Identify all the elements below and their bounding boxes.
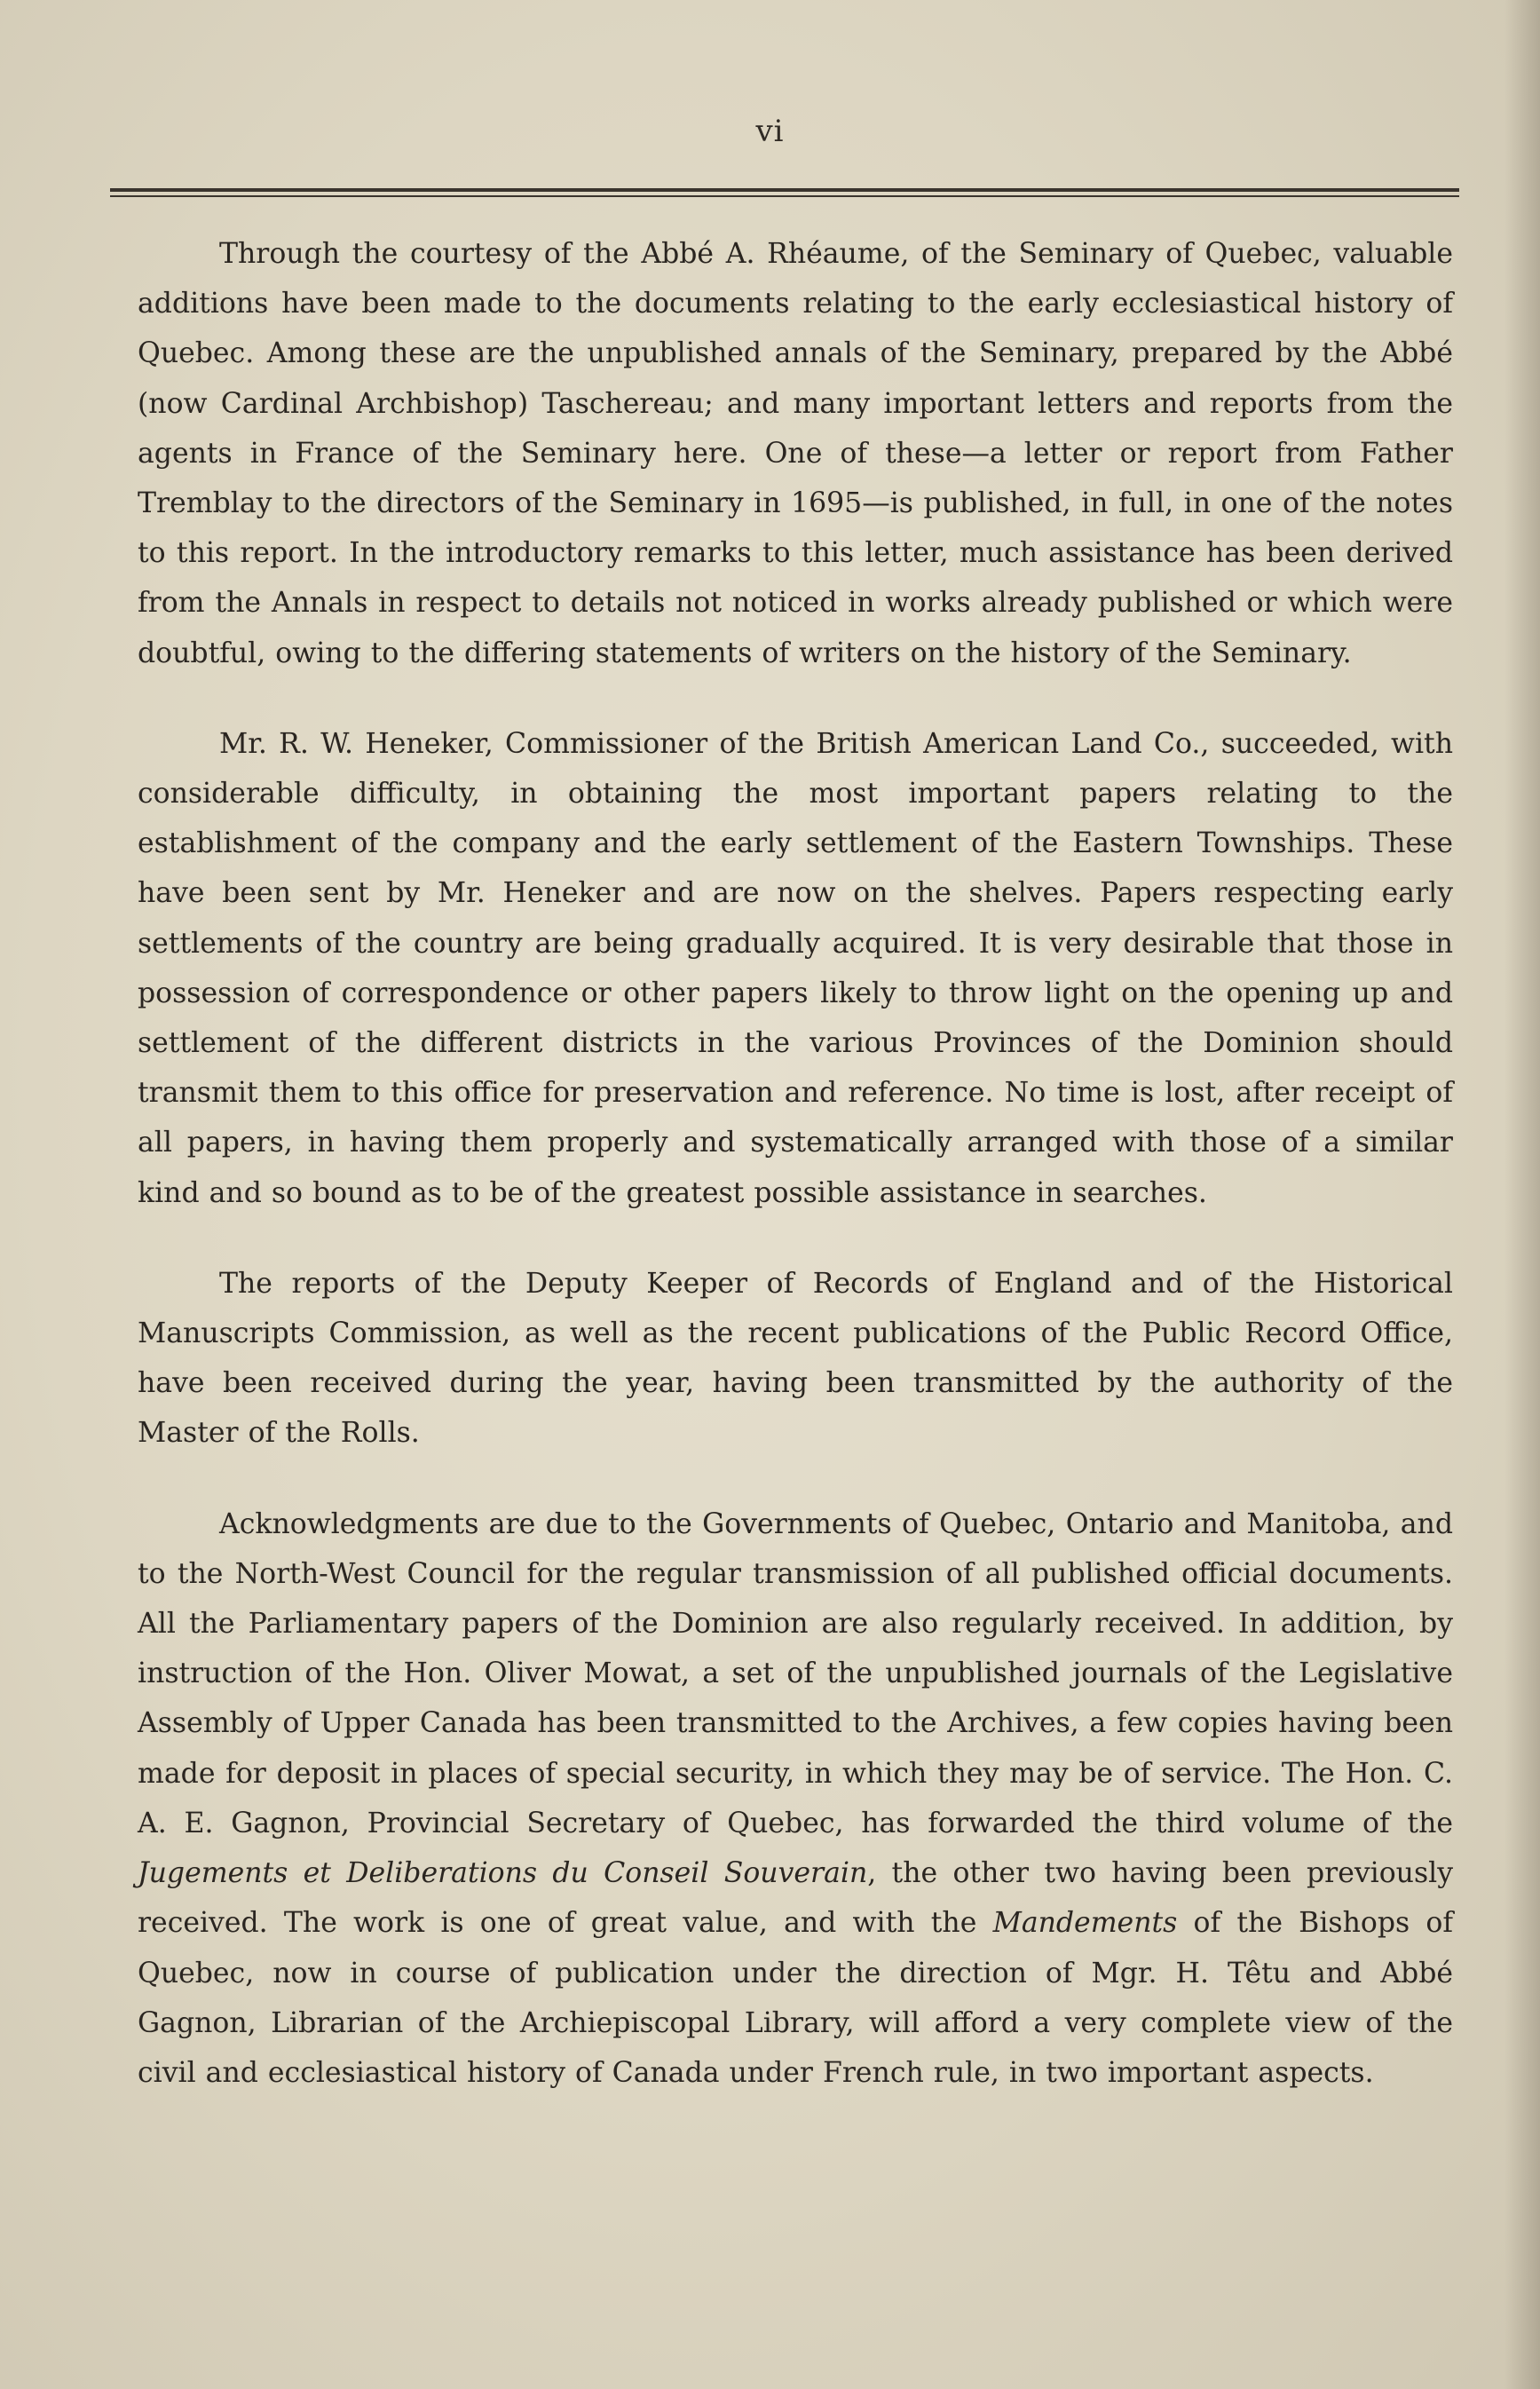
italic-title-jugements: Jugements et Deliberations du Conseil Souverain xyxy=(138,1857,868,1890)
header-rule-thin xyxy=(110,195,1459,197)
paragraph-text-segment: Acknowledgments are due to the Governments of Quebec, Ontario and Manitoba, and to the North-West Council for the regular transmission of all published official documents. All the Parliamentary papers of the Dominion are also regularly received. In addition, by instruction of the Hon. Oliver Mowat, a set of the unpublished journals of the Legislative Assembly of Upper Canada has been transmitted to the Archives, a few copies having been made for deposit in places of special security, in which they may be of service. The Hon. C. A. E. Gagnon, Provincial Secretary of Quebec, has forwarded the third volume of the xyxy=(138,1507,1453,1839)
page-number: vi xyxy=(755,114,785,149)
header-rule xyxy=(110,188,1459,192)
paragraph-text-segment: of the Bishops of Quebec, now in course of publication under the direction of Mgr. H. Têtu and Abbé Gagnon, Librarian of the Archiepiscopal Library, will afford a very complete view of the civil and ecclesiastical history of Canada under French rule, in two important aspects. xyxy=(138,1907,1453,2089)
page-edge-shadow xyxy=(1504,0,1540,2389)
paragraph-text-segment: , the other two having been previously received. The work is one of great value, and with the xyxy=(138,1857,1453,1940)
paragraph-acknowledgments xyxy=(138,1499,1453,2098)
paragraph-deputy-keeper-records: The reports of the Deputy Keeper of Records of England and of the Historical Manuscripts Commission, as well as the recent publications of the Public Record Office, have been received during the year, having been transmitted by the authority of the Master of the Rolls. xyxy=(138,1267,1453,1450)
body-text xyxy=(138,229,1453,2098)
paragraph-british-american-land: Mr. R. W. Heneker, Commissioner of the British American Land Co., succeeded, with considerable difficulty, in obtaining the most important papers relating to the establishment of the company and the early settlement of the Eastern Townships. These have been sent by Mr. Heneker and are now on the shelves. Papers respecting early settlements of the country are being gradually acquired. It is very desirable that those in possession of correspondence or other papers likely to throw light on the opening up and settlement of the different districts in the various Provinces of the Dominion should transmit them to this office for preservation and reference. No time is lost, after receipt of all papers, in having them properly and systematically arranged with those of a similar kind and so bound as to be of the greatest possible assistance in searches. xyxy=(138,727,1453,1209)
italic-title-mandements: Mandements xyxy=(992,1907,1178,1940)
paragraph-seminary-quebec: Through the courtesy of the Abbé A. Rhéaume, of the Seminary of Quebec, valuable additions have been made to the documents relating to the early ecclesiastical history of Quebec. Among these are the unpublished annals of the Seminary, prepared by the Abbé (now Cardinal Archbishop) Taschereau; and many important letters and reports from the agents in France of the Seminary here. One of these—a letter or report from Father Tremblay to the directors of the Seminary in 1695—is published, in full, in one of the notes to this report. In the introductory remarks to this letter, much assistance has been derived from the Annals in respect to details not noticed in works already published or which were doubtful, owing to the differing statements of writers on the history of the Seminary. xyxy=(138,238,1453,669)
